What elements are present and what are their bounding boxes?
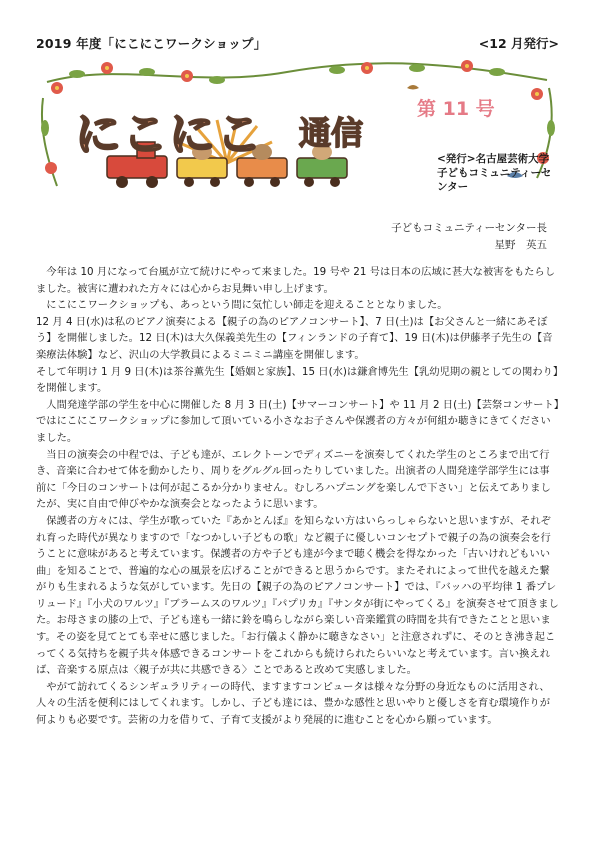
author-title: 子どもコミュニティーセンター長 [391, 222, 547, 234]
publisher-line-2: 子どもコミュニティーセンター [437, 167, 552, 193]
paragraph: 当日の演奏会の中程では、子ども達が、エレクトーンでディズニーを演奏してくれた学生のところまで出て行き、音楽に合わせて体を動かしたり、周りをグルグル回ったりしていました。出演者の人間発達学部学生には事前に「今日のコンサートは何が起こるか分かりません。むしろハプニングを楽しんで下さい」と伝えてありましたが、実に自由で伸びやかな演奏会となったように思います。 [36, 448, 551, 511]
publisher-info [437, 152, 557, 194]
page-header [36, 34, 559, 54]
header-issue-month: <12 月発行> [478, 36, 559, 51]
newsletter-banner [37, 58, 557, 196]
author-block [391, 220, 547, 254]
publisher-line-1: <発行>名古屋芸術大学 [437, 153, 550, 165]
article-body [36, 264, 559, 729]
paragraph: 保護者の方々には、学生が歌っていた『あかとんぼ』を知らない方はいらっしゃらないと思いますが、それぞれ育った時代が異なりますので「なつかしい子どもの歌」など親子に優しいコンセプトで親子の為の演奏会を行うことに意味があると考えています。保護者の方や子ども達が今まで聴く機会を得なかった「古いけれどもいい曲」を知ることで、普遍的な心の風景を広げることができると思うからです。またそれによって世代を越えた繋がりも生まれるような気がしています。先日の【親子の為のピアノコンサート】では、『バッハの平均律 1 番プレリュード』『小犬のワルツ』『ブラームスのワルツ』『パプリカ』『サンタが街にやってくる』を演奏させて頂きました。お母さまの膝の上で、子ども達も一緒に鈴を鳴らしながら楽しい音楽鑑賞の時間を共有できたことと思います。その姿を見てとても幸せに感じました。「お行儀よく静かに聴きなさい」と注意されずに、そのとき沸き起こってくる気持ちを親子共々体感できるコンサートをこれからも続けられたらいいなと考えています。言い換えれば、音楽する原点は〈親子が共に共感できる〉ことであると改めて実感しました。 [36, 514, 559, 677]
paragraph: やがて訪れてくるシンギュラリティーの時代、ますますコンピュータは様々な分野の身近なものに活用され、人々の生活を便利にはしてくれます。しかし、子ども達には、豊かな感性と思いやりと優しさを育む環境作りが何よりも必要です。芸術の力を借りて、子育て支援がより発展的に進むことを心から願っています。 [36, 680, 551, 727]
issue-number: 第 11 号 [417, 98, 495, 120]
paragraph: にこにこワークショップも、あっという間に気忙しい師走を迎えることとなりました。 [46, 299, 448, 312]
author-name: 星野 英五 [494, 239, 547, 251]
paragraph: 今年は 10 月になって台風が立て続けにやって来ました。19 号や 21 号は日本の広域に甚大な被害をもたらしました。被害に遭われた方々には心からお見舞い申し上げます。 [36, 266, 556, 295]
header-title: 2019 年度「にこにこワークショップ」 [36, 36, 267, 51]
newsletter-title: にこにこ [75, 107, 263, 161]
paragraph: 12 月 4 日(水)は私のピアノ演奏による【親子の為のピアノコンサート】、7 日(土)は【お父さんと一緒にあそぼう】を開催しました。12 日(木)は大久保義美先生の【フィンランドの子育て】、19 日(木)は伊藤孝子先生の【音楽療法体験】など、沢山の大学教員によるミニミニ講座を開催します。 [36, 315, 553, 361]
newsletter-title-sub: 通信 [299, 114, 364, 152]
paragraph: 人間発達学部の学生を中心に開催した 8 月 3 日(土)【サマーコンサート】や 11 月 2 日(土)【芸祭コンサート】ではにこにこワークショップに参加して頂いている小さなお子さんや保護者の方々が何組か聴きにきてくださいました。 [36, 398, 559, 444]
paragraph: そして年明け 1 月 9 日(木)は茶谷薫先生【婚姻と家族】、15 日(水)は鎌倉博先生【乳幼児期の親としての関わり】を開催します。 [36, 365, 558, 395]
